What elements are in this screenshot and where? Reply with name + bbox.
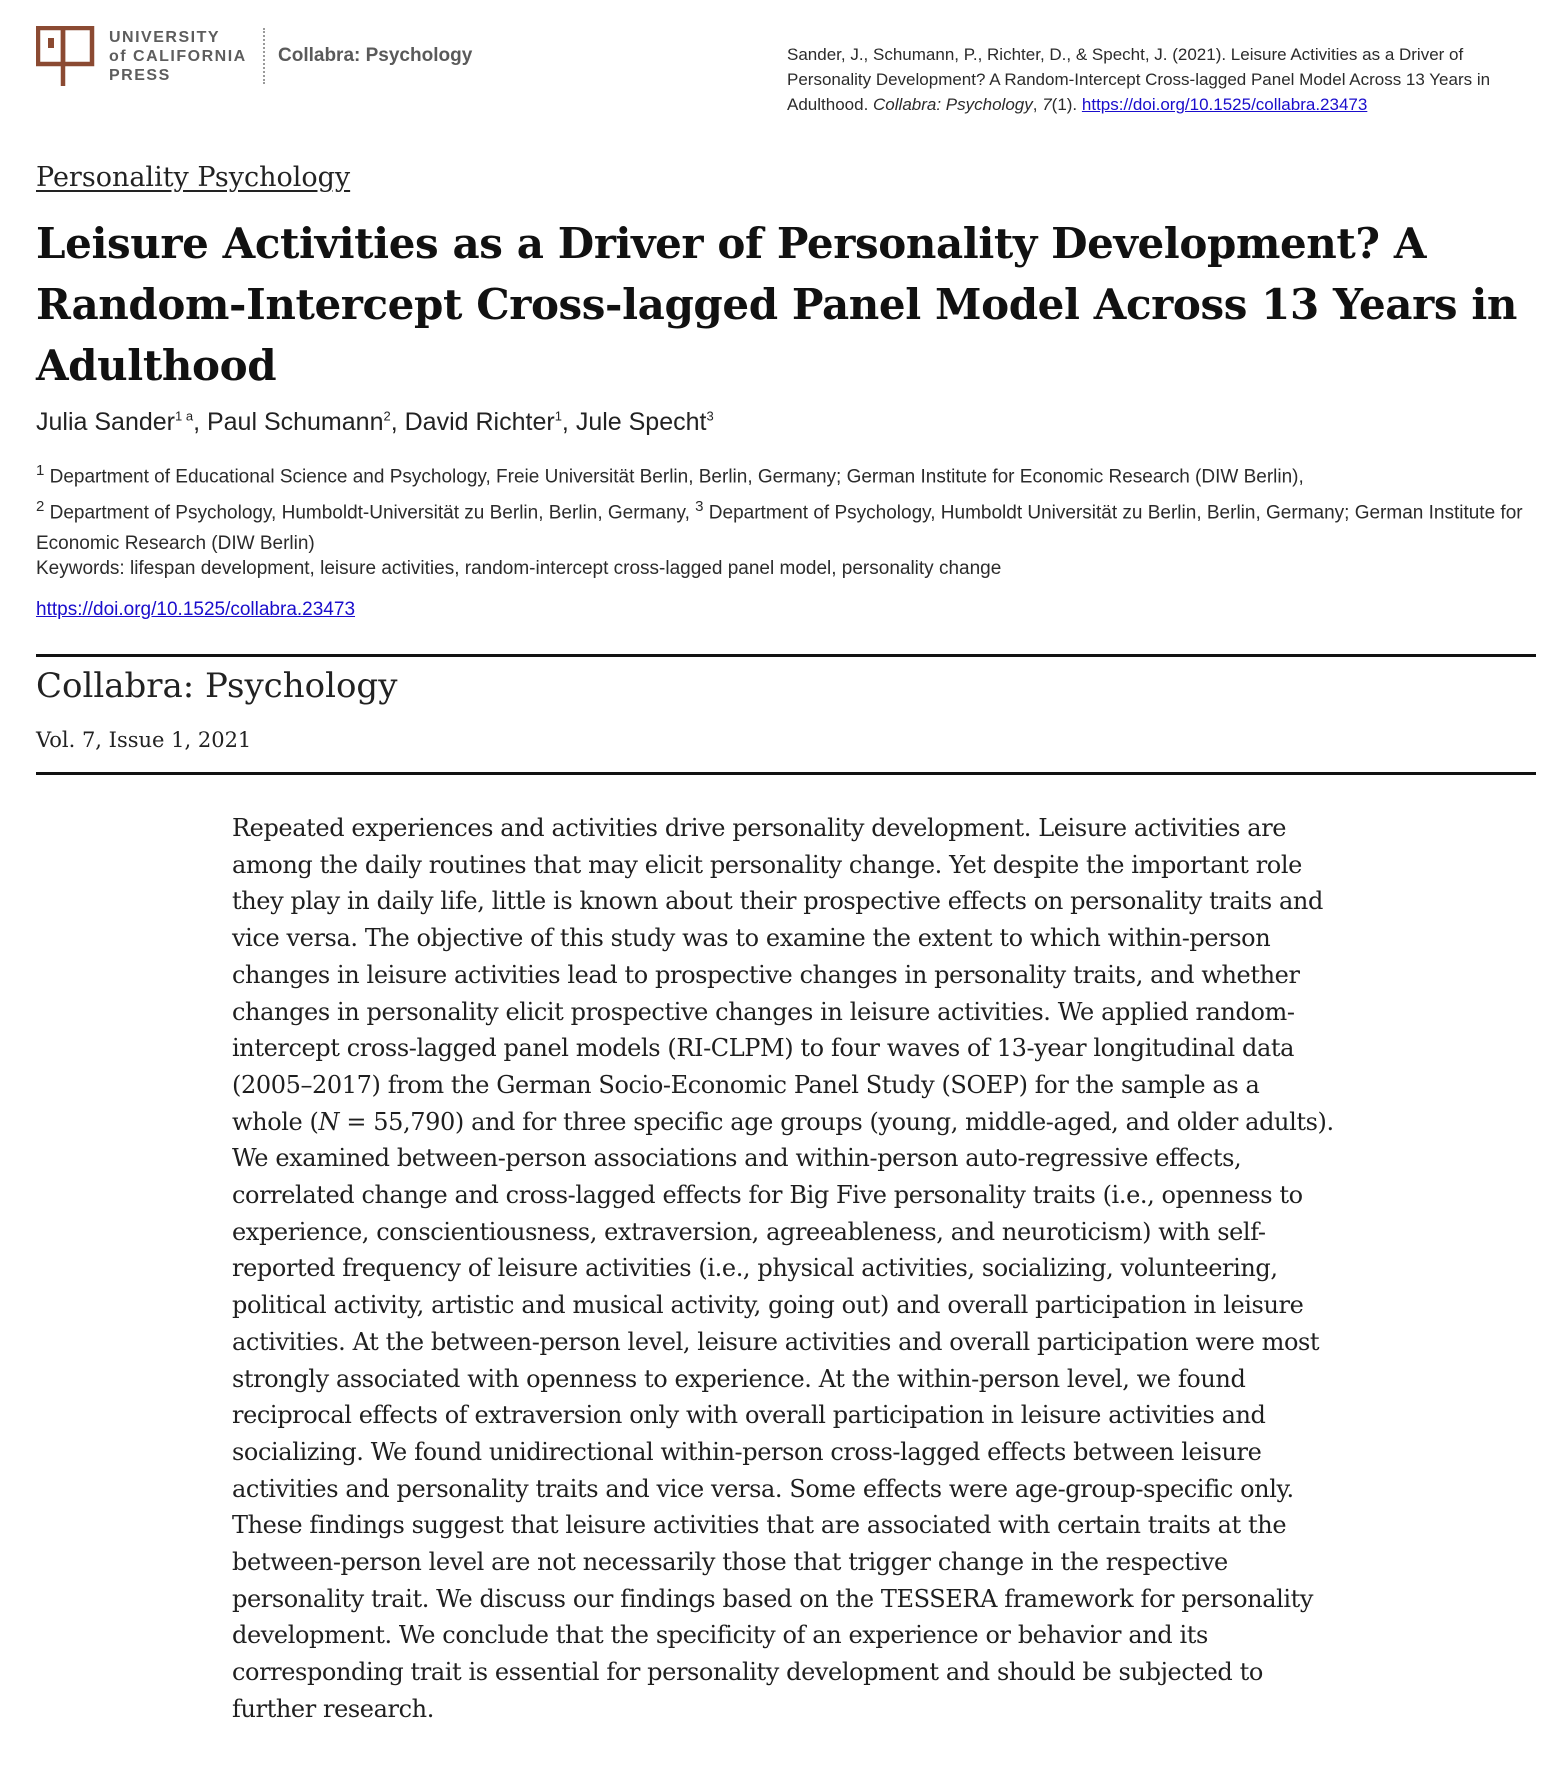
citation-doi-link[interactable]: https://doi.org/10.1525/collabra.23473 xyxy=(1081,95,1368,114)
abstract-text: Repeated experiences and activities drive personality development. Leisure activities are among the daily routines that may elicit personality change. Yet despite the important role they play in daily life, little is known about their prospective effects on personality traits and vice versa. The objective of this study was to examine the extent to which within-person changes in leisure activities lead to prospective changes in personality traits, and whether changes in personality elicit prospective changes in leisure activities. We applied random-intercept cross-lagged panel models (RI-CLPM) to four waves of 13-year longitudinal data (2005–2017) from the German Socio-Economic Panel Study (SOEP) for the sample as a whole ( xyxy=(232,814,1323,1136)
publisher-name xyxy=(109,28,247,85)
affiliation-text: Department of Educational Science and Psychology, Freie Universität Berlin, Berlin, Germany; German Institute for Economic Research (DIW Berlin), xyxy=(49,466,1304,488)
citation-block xyxy=(787,42,1517,117)
author-affiliation-marker: 1 a xyxy=(174,408,194,424)
author-separator: , xyxy=(561,408,576,436)
author-name[interactable]: Jule Specht xyxy=(575,408,707,436)
page-header xyxy=(36,26,1536,114)
section-label[interactable]: Personality Psychology xyxy=(36,162,351,193)
citation-journal: Collabra: Psychology xyxy=(873,95,1033,114)
doi-link[interactable]: https://doi.org/10.1525/collabra.23473 xyxy=(36,599,356,620)
citation-volume: 7 xyxy=(1042,95,1052,114)
author-separator: , xyxy=(390,408,405,436)
keywords: Keywords: lifespan development, leisure activities, random-intercept cross-lagged panel model, personality change xyxy=(36,558,1002,579)
abstract-n-symbol: N xyxy=(318,1107,340,1136)
citation-text: Sander, J., Schumann, P., Richter, D., & Specht, J. (2021). Leisure Activities as a Driver of Personality Development? A Random-Intercept Cross-lagged Panel Model Across 13 Years in Adulthood. xyxy=(787,45,1491,114)
author-name[interactable]: Paul Schumann xyxy=(206,408,384,436)
publisher-name-line: UNIVERSITY xyxy=(109,29,221,46)
divider-top xyxy=(36,654,1536,657)
article-title: Leisure Activities as a Driver of Personality Development? A Random-Intercept Cross-lagged Panel Model Across 13 Years in Adulthood xyxy=(36,219,1518,390)
journal-brand[interactable]: Collabra: Psychology xyxy=(278,45,473,66)
affiliation-text: Department of Psychology, Humboldt-Universität zu Berlin, Berlin, Germany, xyxy=(49,502,696,524)
header-divider xyxy=(263,28,265,84)
publisher-name-line: of CALIFORNIA xyxy=(109,48,247,65)
author-affiliation-marker: 3 xyxy=(706,408,714,424)
uc-press-logo-icon[interactable] xyxy=(36,26,96,88)
volume-issue: Vol. 7, Issue 1, 2021 xyxy=(36,728,252,752)
affiliation-number: 2 xyxy=(36,498,45,516)
abstract xyxy=(232,810,1334,1728)
affiliation-text: Department of Psychology, Humboldt Universität zu Berlin, Berlin, Germany; German Institute for Economic Research (DIW Berlin) xyxy=(36,502,1523,554)
author-separator: , xyxy=(193,408,207,436)
citation-punct: , xyxy=(1032,95,1043,114)
author-affiliation-marker: 2 xyxy=(383,408,391,424)
publisher-name-line: PRESS xyxy=(109,67,171,84)
affiliation-number: 1 xyxy=(36,462,45,479)
author-name[interactable]: Julia Sander xyxy=(36,408,175,436)
abstract-text: = 55,790) and for three specific age groups (young, middle-aged, and older adults). We examined between-person associations and within-person auto-regressive effects, correlated change and cross-lagged effects for Big Five personality traits (i.e., openness to experience, conscientiousness, extraversion, agreeableness, and neuroticism) with self-reported frequency of leisure activities (i.e., physical activities, socializing, volunteering, political activity, artistic and musical activity, going out) and overall participation in leisure activities. At the between-person level, leisure activities and overall participation were most strongly associated with openness to experience. At the within-person level, we found reciprocal effects of extraversion only with overall participation in leisure activities and socializing. We found unidirectional within-person cross-lagged effects between leisure activities and personality traits and vice versa. Some effects were age-group-specific only. These findings suggest that leisure activities that are associated with certain traits at the between-person level are not necessarily those that trigger change in the respective personality trait. We discuss our findings based on the TESSERA framework for personality development. We conclude that the specificity of an experience or behavior and its corresponding trait is essential for personality development and should be subjected to further research. xyxy=(232,1107,1334,1723)
journal-name: Collabra: Psychology xyxy=(36,666,398,706)
divider-bottom xyxy=(36,772,1536,775)
author-affiliation-marker: 1 xyxy=(554,408,562,424)
citation-issue: (1). xyxy=(1051,95,1082,114)
affiliations xyxy=(36,456,1536,559)
author-list xyxy=(36,408,714,437)
affiliation-number: 3 xyxy=(695,498,704,516)
author-name[interactable]: David Richter xyxy=(404,408,555,436)
